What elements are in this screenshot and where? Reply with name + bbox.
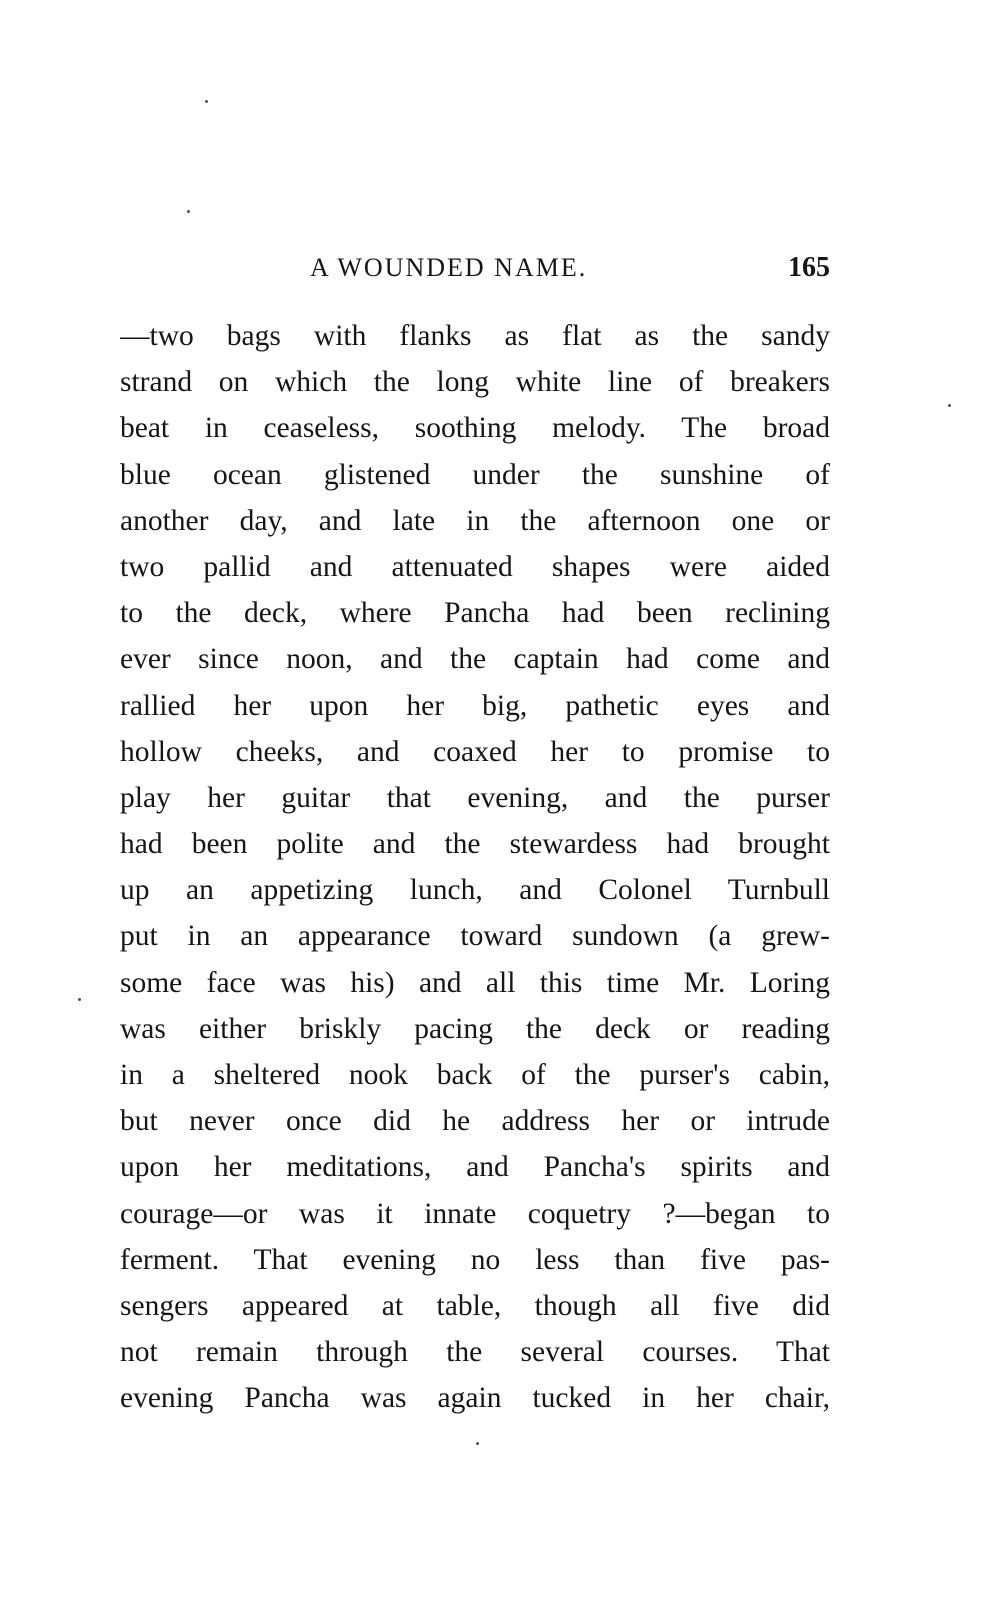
- text-line: in a sheltered nook back of the purser's cabin,: [120, 1059, 830, 1091]
- text-line: had been polite and the stewardess had brought: [120, 828, 830, 861]
- body-text: [120, 313, 830, 1422]
- text-line: hollow cheeks, and coaxed her to promise to: [120, 735, 830, 768]
- text-line: blue ocean glistened under the sunshine of: [120, 458, 830, 491]
- text-line: put in an appearance toward sundown (a grew-: [120, 920, 830, 953]
- text-line: strand on which the long white line of breakers: [120, 366, 830, 399]
- text-line: rallied her upon her big, pathetic eyes and: [120, 689, 830, 722]
- text-line: courage—or was it innate coquetry ?—began to: [120, 1197, 830, 1230]
- text-line: —two bags with flanks as flat as the sandy: [120, 320, 830, 352]
- page-header: [120, 248, 830, 288]
- print-speck: [187, 210, 190, 213]
- text-line: to the deck, where Pancha had been reclining: [120, 597, 830, 630]
- text-line: beat in ceaseless, soothing melody. The broad: [120, 412, 830, 445]
- print-speck: [948, 404, 951, 407]
- text-line: ever since noon, and the captain had come and: [120, 643, 830, 676]
- text-line: ferment. That evening no less than five pas-: [120, 1243, 830, 1276]
- text-line: was either briskly pacing the deck or reading: [120, 1012, 830, 1045]
- text-line: play her guitar that evening, and the purser: [120, 781, 830, 814]
- print-speck: [205, 100, 208, 103]
- print-speck: [78, 998, 81, 1001]
- text-line: evening Pancha was again tucked in her chair,: [120, 1382, 830, 1415]
- text-line: sengers appeared at table, though all five did: [120, 1289, 830, 1322]
- text-line: two pallid and attenuated shapes were aided: [120, 550, 830, 583]
- print-speck: [476, 1442, 479, 1445]
- text-line: upon her meditations, and Pancha's spirits and: [120, 1151, 830, 1184]
- page-number: 165: [788, 252, 830, 283]
- text-line: but never once did he address her or intrude: [120, 1105, 830, 1138]
- text-line: another day, and late in the afternoon one or: [120, 504, 830, 537]
- text-line: not remain through the several courses. That: [120, 1336, 830, 1369]
- running-title: A WOUNDED NAME.: [310, 253, 588, 282]
- text-line: some face was his) and all this time Mr. Loring: [120, 966, 830, 999]
- text-line: up an appetizing lunch, and Colonel Turnbull: [120, 874, 830, 907]
